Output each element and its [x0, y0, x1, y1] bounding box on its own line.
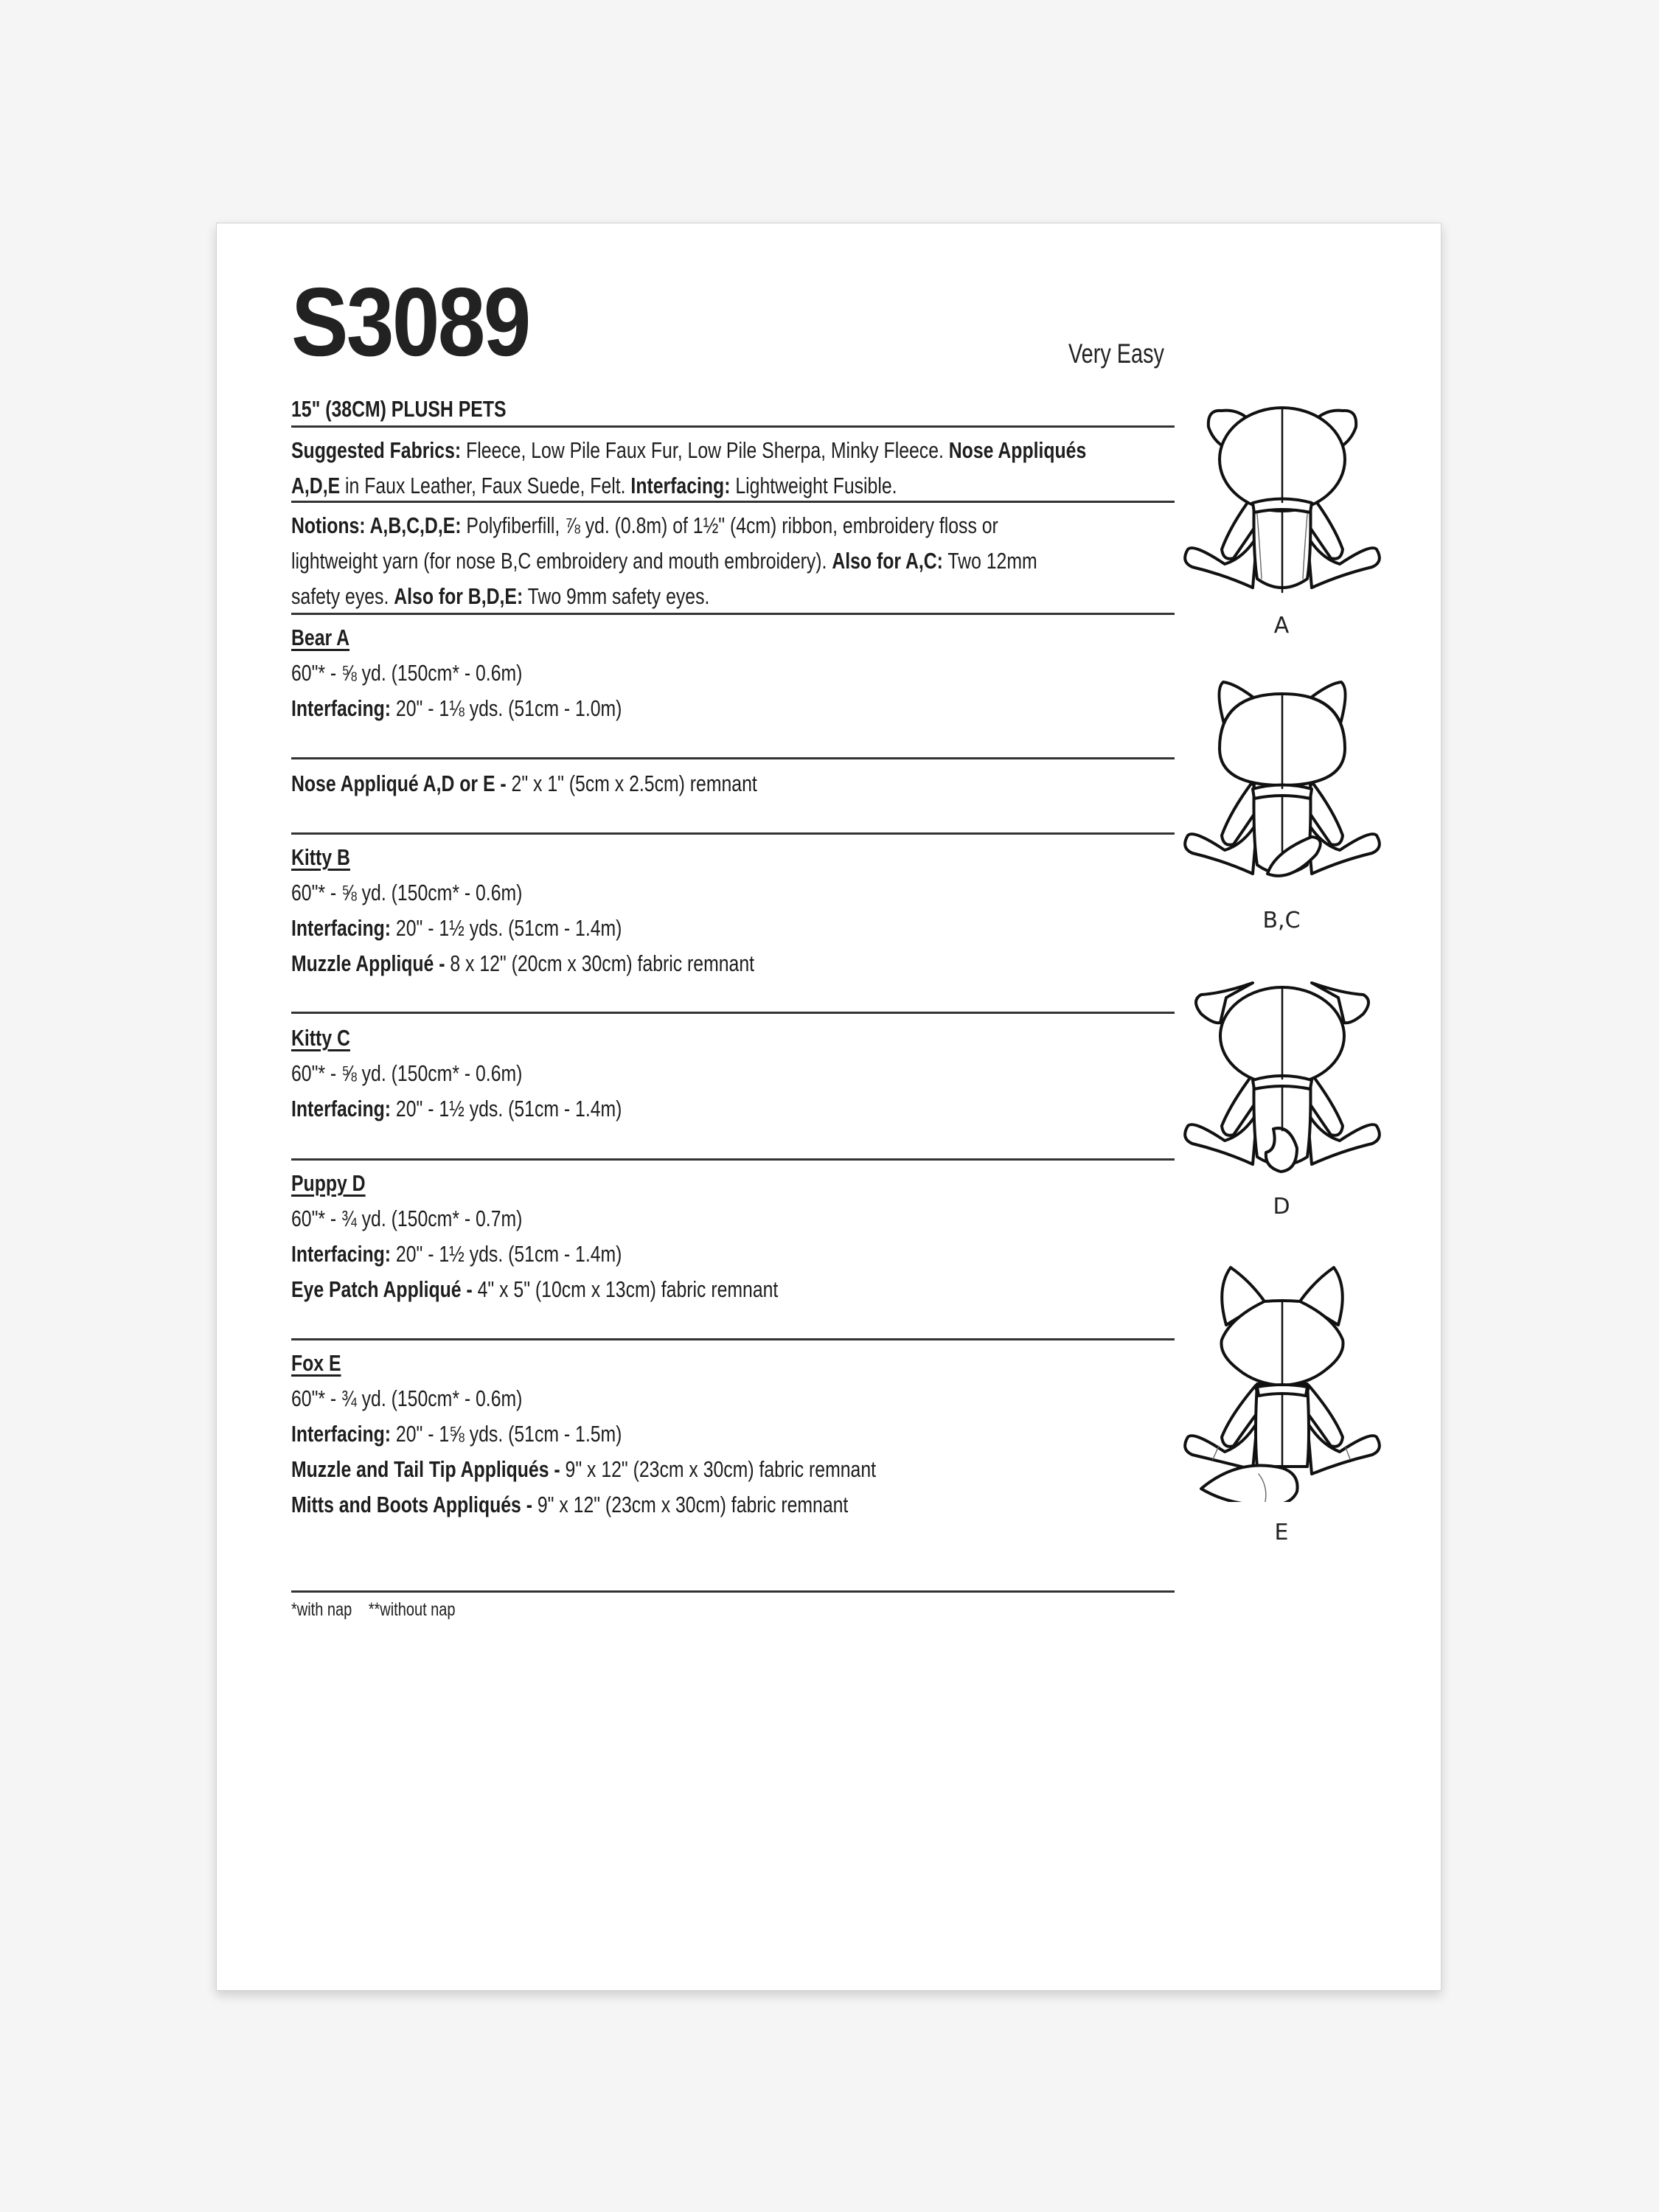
section-heading: Bear A [291, 625, 350, 650]
difficulty-level: Very Easy [1068, 338, 1164, 369]
yardage-line [291, 655, 1175, 691]
line-text: 60"* - ⅝ yd. (150cm* - 0.6m) [291, 1060, 523, 1086]
line-label: Muzzle and Tail Tip Appliqués - [291, 1456, 560, 1482]
line-text: 2" x 1" (5cm x 2.5cm) remnant [506, 771, 757, 796]
view-a-illustration [1179, 403, 1385, 595]
view-d-illustration [1179, 971, 1385, 1178]
divider [291, 501, 1175, 503]
interfacing-label: Interfacing: [630, 473, 731, 498]
line-text: 60"* - ¾ yd. (150cm* - 0.6m) [291, 1385, 523, 1411]
yardage-line [291, 1056, 1175, 1091]
section-kitty-b [291, 840, 1175, 981]
also-for-bde-text: Two 9mm safety eyes. [523, 583, 710, 609]
divider [291, 1158, 1175, 1161]
suggested-fabrics-block [291, 433, 1175, 504]
line-text: 20" - 1½ yds. (51cm - 1.4m) [391, 1096, 622, 1121]
divider [291, 1338, 1175, 1340]
divider [291, 613, 1175, 615]
line-label: Interfacing: [291, 1241, 392, 1267]
puppy-back-view-icon [1179, 971, 1385, 1178]
notions-text: safety eyes. [291, 583, 394, 609]
nose-views: A,D,E [291, 473, 341, 498]
applique-line [291, 946, 1175, 981]
line-label: Interfacing: [291, 695, 392, 721]
view-bc-illustration [1179, 675, 1385, 888]
divider [291, 1590, 1175, 1593]
without-nap-note: **without nap [368, 1599, 456, 1620]
pattern-title-block [291, 392, 1175, 427]
also-for-ac-text: Two 12mm [942, 548, 1037, 574]
nose-applique-line [291, 766, 1175, 801]
section-puppy-d [291, 1166, 1175, 1307]
line-text: 60"* - ⅝ yd. (150cm* - 0.6m) [291, 660, 523, 686]
section-bear-a [291, 620, 1175, 726]
view-label-a: A [1273, 613, 1290, 639]
line-text: 60"* - ⅝ yd. (150cm* - 0.6m) [291, 880, 523, 905]
interfacing-line [291, 691, 1175, 726]
section-fox-e [291, 1346, 1175, 1523]
section-heading: Fox E [291, 1350, 341, 1376]
line-text: 4" x 5" (10cm x 13cm) fabric remnant [472, 1276, 779, 1302]
line-text: 9" x 12" (23cm x 30cm) fabric remnant [532, 1492, 849, 1517]
applique-line [291, 1487, 1175, 1523]
line-label: Nose Appliqué A,D or E - [291, 771, 507, 796]
line-label: Interfacing: [291, 1421, 392, 1447]
line-label: Interfacing: [291, 915, 392, 941]
divider [291, 832, 1175, 835]
section-heading: Kitty B [291, 844, 350, 870]
line-text: 20" - 1⅛ yds. (51cm - 1.0m) [391, 695, 622, 721]
kitty-back-view-icon [1179, 675, 1385, 888]
applique-line [291, 1452, 1175, 1487]
bear-back-view-icon [1179, 403, 1385, 595]
yardage-line [291, 875, 1175, 911]
with-nap-note: *with nap [291, 1599, 352, 1620]
applique-line [291, 1272, 1175, 1307]
section-heading: Kitty C [291, 1025, 350, 1051]
line-label: Interfacing: [291, 1096, 392, 1121]
line-text: 8 x 12" (20cm x 30cm) fabric remnant [445, 950, 755, 976]
view-e-illustration [1179, 1259, 1385, 1502]
line-text: 20" - 1⅝ yds. (51cm - 1.5m) [391, 1421, 622, 1447]
interfacing-line [291, 911, 1175, 946]
line-label: Eye Patch Appliqué - [291, 1276, 473, 1302]
section-kitty-c [291, 1020, 1175, 1127]
pattern-number: S3089 [291, 268, 529, 376]
interfacing-line [291, 1091, 1175, 1127]
fox-back-view-icon [1179, 1259, 1385, 1502]
suggested-fabrics-text: Fleece, Low Pile Faux Fur, Low Pile Sherpa, Minky Fleece. [461, 437, 949, 463]
divider [291, 757, 1175, 759]
view-label-e: E [1274, 1520, 1289, 1545]
also-for-ac-label: Also for A,C: [832, 548, 943, 574]
line-text: 20" - 1½ yds. (51cm - 1.4m) [391, 1241, 622, 1267]
footnote [291, 1599, 1175, 1621]
notions-line-3 [291, 579, 1175, 614]
divider [291, 1012, 1175, 1014]
notions-line-1 [291, 508, 1175, 543]
interfacing-text: Lightweight Fusible. [730, 473, 897, 498]
nose-appliques-label: Nose Appliqués [948, 437, 1087, 463]
suggested-fabrics-line-2 [291, 468, 1175, 504]
notions-label: Notions: A,B,C,D,E: [291, 512, 462, 538]
also-for-bde-label: Also for B,D,E: [394, 583, 524, 609]
pattern-title: 15" (38CM) PLUSH PETS [291, 396, 507, 422]
line-text: 60"* - ¾ yd. (150cm* - 0.7m) [291, 1206, 523, 1231]
notions-line-2 [291, 543, 1175, 579]
divider [291, 425, 1175, 428]
nose-fabrics-text: in Faux Leather, Faux Suede, Felt. [340, 473, 631, 498]
suggested-fabrics-line-1 [291, 433, 1175, 468]
pattern-envelope-back [216, 223, 1441, 1991]
view-label-d: D [1273, 1194, 1290, 1220]
suggested-fabrics-label: Suggested Fabrics: [291, 437, 462, 463]
notions-text: lightweight yarn (for nose B,C embroidery and mouth embroidery). [291, 548, 832, 574]
section-heading: Puppy D [291, 1170, 366, 1196]
line-text: 20" - 1½ yds. (51cm - 1.4m) [391, 915, 622, 941]
line-label: Muzzle Appliqué - [291, 950, 445, 976]
view-label-bc: B,C [1262, 908, 1301, 933]
yardage-line [291, 1201, 1175, 1237]
notions-text: Polyfiberfill, ⅞ yd. (0.8m) of 1½" (4cm) ribbon, embroidery floss or [461, 512, 998, 538]
line-label: Mitts and Boots Appliqués - [291, 1492, 532, 1517]
line-text: 9" x 12" (23cm x 30cm) fabric remnant [560, 1456, 876, 1482]
interfacing-line [291, 1416, 1175, 1452]
yardage-line [291, 1381, 1175, 1416]
section-nose-applique [291, 766, 1175, 801]
notions-block [291, 508, 1175, 614]
interfacing-line [291, 1237, 1175, 1272]
